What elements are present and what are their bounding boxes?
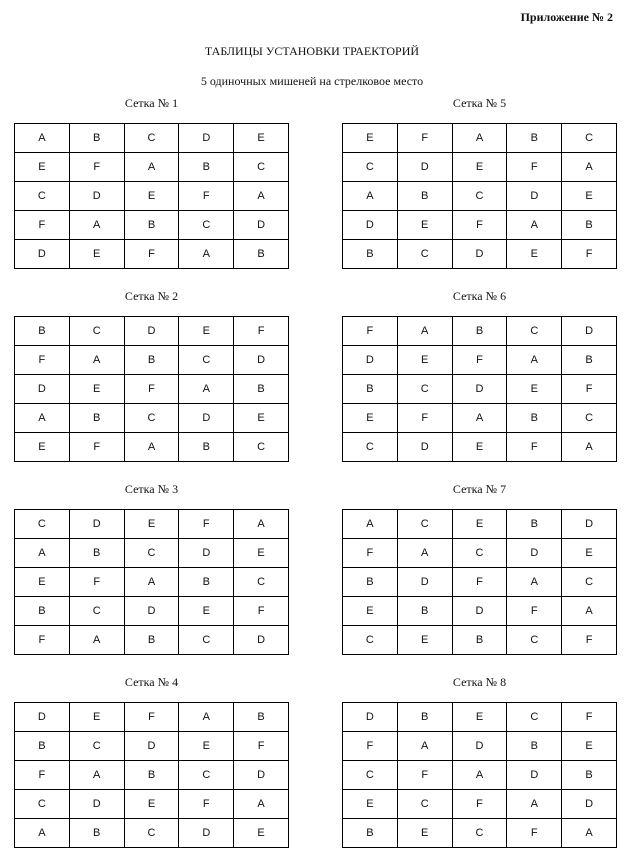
grid-cell: E — [562, 182, 617, 211]
grid-cell: A — [69, 211, 124, 240]
grid-cell: F — [397, 404, 452, 433]
grid-cell: A — [397, 539, 452, 568]
grid-cell: B — [124, 211, 179, 240]
grid-cell: A — [343, 182, 398, 211]
grid-cell: A — [562, 597, 617, 626]
grid-block — [342, 96, 617, 269]
grid-cell: D — [15, 375, 70, 404]
grid-cell: B — [15, 317, 70, 346]
grid-cell: A — [507, 568, 562, 597]
grid-cell: C — [69, 597, 124, 626]
grid-cell: B — [452, 626, 507, 655]
grid-cell: F — [15, 761, 70, 790]
grid-cell: D — [507, 182, 562, 211]
grid-cell: E — [562, 732, 617, 761]
grid-cell: C — [562, 404, 617, 433]
grid-cell: C — [397, 375, 452, 404]
grid-cell: C — [124, 539, 179, 568]
grid-cell: E — [234, 404, 289, 433]
grid-row — [343, 182, 617, 211]
grid-cell: F — [507, 153, 562, 182]
grid-row — [15, 124, 289, 153]
grid-cell: A — [15, 539, 70, 568]
grid-cell: F — [15, 346, 70, 375]
grid-row — [15, 568, 289, 597]
grid-block — [342, 289, 617, 462]
grid-cell: C — [179, 211, 234, 240]
grid-cell: D — [234, 211, 289, 240]
grid-cell: D — [15, 703, 70, 732]
grid-cell: F — [343, 539, 398, 568]
grid-row — [343, 703, 617, 732]
grid-cell: E — [452, 703, 507, 732]
grid-cell: E — [343, 404, 398, 433]
grid-cell: C — [124, 819, 179, 848]
grid-cell: E — [397, 819, 452, 848]
grid-cell: C — [234, 153, 289, 182]
grid-cell: A — [234, 182, 289, 211]
grid-cell: A — [179, 375, 234, 404]
grid-cell: E — [234, 819, 289, 848]
grid-cell: B — [397, 597, 452, 626]
grid-cell: C — [562, 568, 617, 597]
grid-cell: C — [179, 761, 234, 790]
page-title: ТАБЛИЦЫ УСТАНОВКИ ТРАЕКТОРИЙ — [204, 44, 420, 58]
grid-cell: E — [124, 182, 179, 211]
grid-cell: C — [562, 124, 617, 153]
grid-row — [343, 597, 617, 626]
grid-cell: B — [397, 703, 452, 732]
grid-cell: E — [397, 626, 452, 655]
grid-table — [342, 123, 617, 269]
grid-row — [15, 819, 289, 848]
grid-cell: A — [124, 568, 179, 597]
grid-cell: F — [15, 211, 70, 240]
grid-cell: D — [397, 568, 452, 597]
grid-cell: F — [507, 433, 562, 462]
grid-cell: D — [452, 375, 507, 404]
grid-cell: F — [124, 240, 179, 269]
grid-cell: D — [452, 732, 507, 761]
grid-cell: A — [507, 790, 562, 819]
grid-cell: C — [124, 404, 179, 433]
grid-cell: A — [69, 346, 124, 375]
grid-cell: B — [452, 317, 507, 346]
grid-label: Сетка № 7 — [452, 482, 507, 496]
grid-cell: B — [15, 597, 70, 626]
grid-cell: D — [343, 346, 398, 375]
grid-cell: B — [69, 819, 124, 848]
grid-cell: F — [507, 819, 562, 848]
grid-cell: A — [69, 626, 124, 655]
grid-cell: B — [507, 732, 562, 761]
grid-label: Сетка № 5 — [452, 96, 507, 110]
grid-cell: F — [343, 317, 398, 346]
grid-cell: D — [562, 510, 617, 539]
grid-cell: E — [507, 375, 562, 404]
grid-table — [342, 702, 617, 848]
grid-cell: F — [452, 568, 507, 597]
page-subtitle: 5 одиночных мишеней на стрелковое место — [200, 74, 424, 88]
appendix-label: Приложение № 2 — [520, 10, 613, 24]
grid-cell: B — [507, 510, 562, 539]
grid-cell: C — [397, 240, 452, 269]
grid-cell: F — [69, 568, 124, 597]
grid-cell: F — [562, 375, 617, 404]
grid-cell: C — [343, 761, 398, 790]
grid-cell: D — [562, 790, 617, 819]
grid-cell: F — [234, 597, 289, 626]
grid-cell: C — [397, 510, 452, 539]
grid-row — [343, 568, 617, 597]
grid-cell: F — [69, 433, 124, 462]
grid-cell: B — [69, 124, 124, 153]
grid-cell: B — [507, 124, 562, 153]
grid-label: Сетка № 6 — [452, 289, 507, 303]
grid-cell: E — [507, 240, 562, 269]
grid-label: Сетка № 3 — [124, 482, 179, 496]
grid-cell: B — [397, 182, 452, 211]
grid-cell: C — [15, 790, 70, 819]
grid-cell: D — [507, 761, 562, 790]
grid-row — [15, 346, 289, 375]
grid-cell: C — [124, 124, 179, 153]
grid-cell: B — [15, 732, 70, 761]
grid-cell: F — [397, 761, 452, 790]
grid-row — [343, 317, 617, 346]
grid-cell: E — [562, 539, 617, 568]
grid-cell: A — [562, 819, 617, 848]
grid-cell: E — [343, 597, 398, 626]
grid-cell: B — [234, 240, 289, 269]
grid-cell: E — [234, 124, 289, 153]
grid-cell: D — [397, 153, 452, 182]
grid-cell: E — [69, 375, 124, 404]
grid-table — [342, 316, 617, 462]
grid-row — [343, 404, 617, 433]
grid-cell: D — [343, 703, 398, 732]
grid-cell: B — [562, 761, 617, 790]
grid-cell: E — [69, 703, 124, 732]
grid-cell: D — [452, 240, 507, 269]
grid-cell: A — [507, 346, 562, 375]
grid-row — [343, 732, 617, 761]
grid-cell: B — [343, 819, 398, 848]
grid-cell: A — [562, 433, 617, 462]
grid-cell: B — [343, 568, 398, 597]
grid-cell: C — [69, 732, 124, 761]
grid-cell: F — [179, 510, 234, 539]
grid-block — [14, 482, 289, 655]
grid-cell: B — [234, 375, 289, 404]
grid-cell: D — [343, 211, 398, 240]
grid-cell: F — [562, 240, 617, 269]
grid-cell: F — [507, 597, 562, 626]
grid-cell: A — [179, 240, 234, 269]
grid-cell: C — [179, 626, 234, 655]
grid-label: Сетка № 1 — [124, 96, 179, 110]
grid-cell: C — [507, 626, 562, 655]
grid-block — [14, 96, 289, 269]
grid-cell: C — [15, 510, 70, 539]
grid-row — [15, 626, 289, 655]
grid-cell: B — [343, 240, 398, 269]
grid-cell: A — [397, 732, 452, 761]
grid-cell: C — [507, 703, 562, 732]
grid-row — [15, 433, 289, 462]
grid-cell: A — [397, 317, 452, 346]
grid-cell: D — [124, 732, 179, 761]
grid-cell: E — [343, 790, 398, 819]
grid-cell: E — [15, 153, 70, 182]
grid-cell: A — [179, 703, 234, 732]
grid-cell: E — [234, 539, 289, 568]
grid-cell: F — [15, 626, 70, 655]
grid-row — [15, 182, 289, 211]
grid-cell: B — [234, 703, 289, 732]
grid-cell: F — [179, 182, 234, 211]
grid-cell: F — [452, 346, 507, 375]
grid-table — [14, 509, 289, 655]
grid-cell: E — [452, 510, 507, 539]
grid-cell: F — [452, 790, 507, 819]
grid-label: Сетка № 8 — [452, 675, 507, 689]
grid-row — [343, 510, 617, 539]
grid-cell: A — [343, 510, 398, 539]
grid-cell: E — [452, 433, 507, 462]
grid-cell: C — [15, 182, 70, 211]
grid-cell: B — [562, 211, 617, 240]
grid-cell: D — [562, 317, 617, 346]
grid-row — [343, 761, 617, 790]
grid-row — [15, 790, 289, 819]
grid-cell: A — [452, 404, 507, 433]
grid-cell: E — [15, 568, 70, 597]
grid-cell: F — [124, 375, 179, 404]
grid-cell: B — [124, 346, 179, 375]
grid-row — [343, 153, 617, 182]
grid-cell: A — [15, 124, 70, 153]
grid-cell: F — [562, 703, 617, 732]
grid-cell: E — [179, 732, 234, 761]
grid-cell: D — [452, 597, 507, 626]
grid-cell: D — [69, 182, 124, 211]
grid-cell: F — [562, 626, 617, 655]
grid-cell: A — [124, 433, 179, 462]
grid-cell: F — [452, 211, 507, 240]
grid-cell: C — [179, 346, 234, 375]
grid-table — [14, 702, 289, 848]
grid-cell: D — [397, 433, 452, 462]
grid-cell: E — [397, 346, 452, 375]
grid-row — [15, 240, 289, 269]
grid-cell: B — [179, 433, 234, 462]
grid-block — [14, 289, 289, 462]
grid-cell: E — [124, 790, 179, 819]
grid-row — [15, 404, 289, 433]
grid-cell: C — [452, 182, 507, 211]
grid-cell: D — [69, 510, 124, 539]
grid-row — [343, 124, 617, 153]
grid-cell: B — [343, 375, 398, 404]
grid-cell: F — [179, 790, 234, 819]
grid-row — [15, 761, 289, 790]
grid-cell: F — [69, 153, 124, 182]
grid-cell: C — [452, 819, 507, 848]
grid-cell: E — [15, 433, 70, 462]
grid-row — [343, 539, 617, 568]
grid-cell: F — [124, 703, 179, 732]
grid-cell: E — [124, 510, 179, 539]
grid-cell: E — [179, 597, 234, 626]
grid-cell: C — [397, 790, 452, 819]
grid-cell: B — [124, 626, 179, 655]
grid-block — [342, 482, 617, 655]
grid-row — [15, 375, 289, 404]
grid-cell: D — [124, 597, 179, 626]
grid-row — [15, 153, 289, 182]
grid-cell: A — [15, 819, 70, 848]
grid-row — [343, 240, 617, 269]
grid-cell: A — [452, 761, 507, 790]
grid-cell: A — [234, 510, 289, 539]
grid-row — [343, 790, 617, 819]
grid-cell: F — [343, 732, 398, 761]
grid-row — [15, 211, 289, 240]
grid-cell: B — [562, 346, 617, 375]
grid-cell: C — [343, 626, 398, 655]
grid-cell: A — [124, 153, 179, 182]
grid-cell: D — [179, 404, 234, 433]
grid-cell: C — [69, 317, 124, 346]
grid-cell: D — [234, 626, 289, 655]
grid-cell: C — [234, 568, 289, 597]
grid-table — [14, 316, 289, 462]
grid-cell: A — [234, 790, 289, 819]
grid-cell: F — [234, 732, 289, 761]
grid-row — [343, 433, 617, 462]
grid-cell: D — [124, 317, 179, 346]
grid-cell: B — [124, 761, 179, 790]
grid-cell: B — [507, 404, 562, 433]
grid-cell: F — [397, 124, 452, 153]
grid-cell: D — [507, 539, 562, 568]
grid-cell: D — [234, 761, 289, 790]
grid-cell: D — [69, 790, 124, 819]
grid-cell: B — [69, 404, 124, 433]
grid-cell: E — [179, 317, 234, 346]
grid-cell: E — [452, 153, 507, 182]
grid-cell: D — [179, 124, 234, 153]
grid-table — [342, 509, 617, 655]
grid-row — [343, 626, 617, 655]
grid-cell: B — [69, 539, 124, 568]
grid-cell: E — [69, 240, 124, 269]
grid-cell: B — [179, 568, 234, 597]
grid-cell: E — [343, 124, 398, 153]
grid-block — [342, 675, 617, 848]
grid-cell: D — [179, 539, 234, 568]
grid-cell: B — [179, 153, 234, 182]
grid-cell: A — [69, 761, 124, 790]
grid-row — [15, 703, 289, 732]
grid-row — [15, 732, 289, 761]
grid-row — [15, 597, 289, 626]
grid-cell: C — [343, 153, 398, 182]
grid-cell: C — [452, 539, 507, 568]
grid-row — [15, 539, 289, 568]
grid-cell: D — [179, 819, 234, 848]
grid-cell: C — [234, 433, 289, 462]
grid-cell: F — [234, 317, 289, 346]
grid-cell: E — [397, 211, 452, 240]
grid-row — [15, 510, 289, 539]
grid-row — [343, 375, 617, 404]
grid-cell: D — [234, 346, 289, 375]
grid-cell: A — [15, 404, 70, 433]
grid-cell: A — [452, 124, 507, 153]
grid-cell: D — [15, 240, 70, 269]
grid-row — [15, 317, 289, 346]
grid-cell: C — [343, 433, 398, 462]
grid-label: Сетка № 2 — [124, 289, 179, 303]
grid-label: Сетка № 4 — [124, 675, 179, 689]
grid-block — [14, 675, 289, 848]
grid-row — [343, 819, 617, 848]
grid-cell: C — [507, 317, 562, 346]
grid-row — [343, 211, 617, 240]
grid-cell: A — [507, 211, 562, 240]
grid-table — [14, 123, 289, 269]
grid-row — [343, 346, 617, 375]
grid-cell: A — [562, 153, 617, 182]
